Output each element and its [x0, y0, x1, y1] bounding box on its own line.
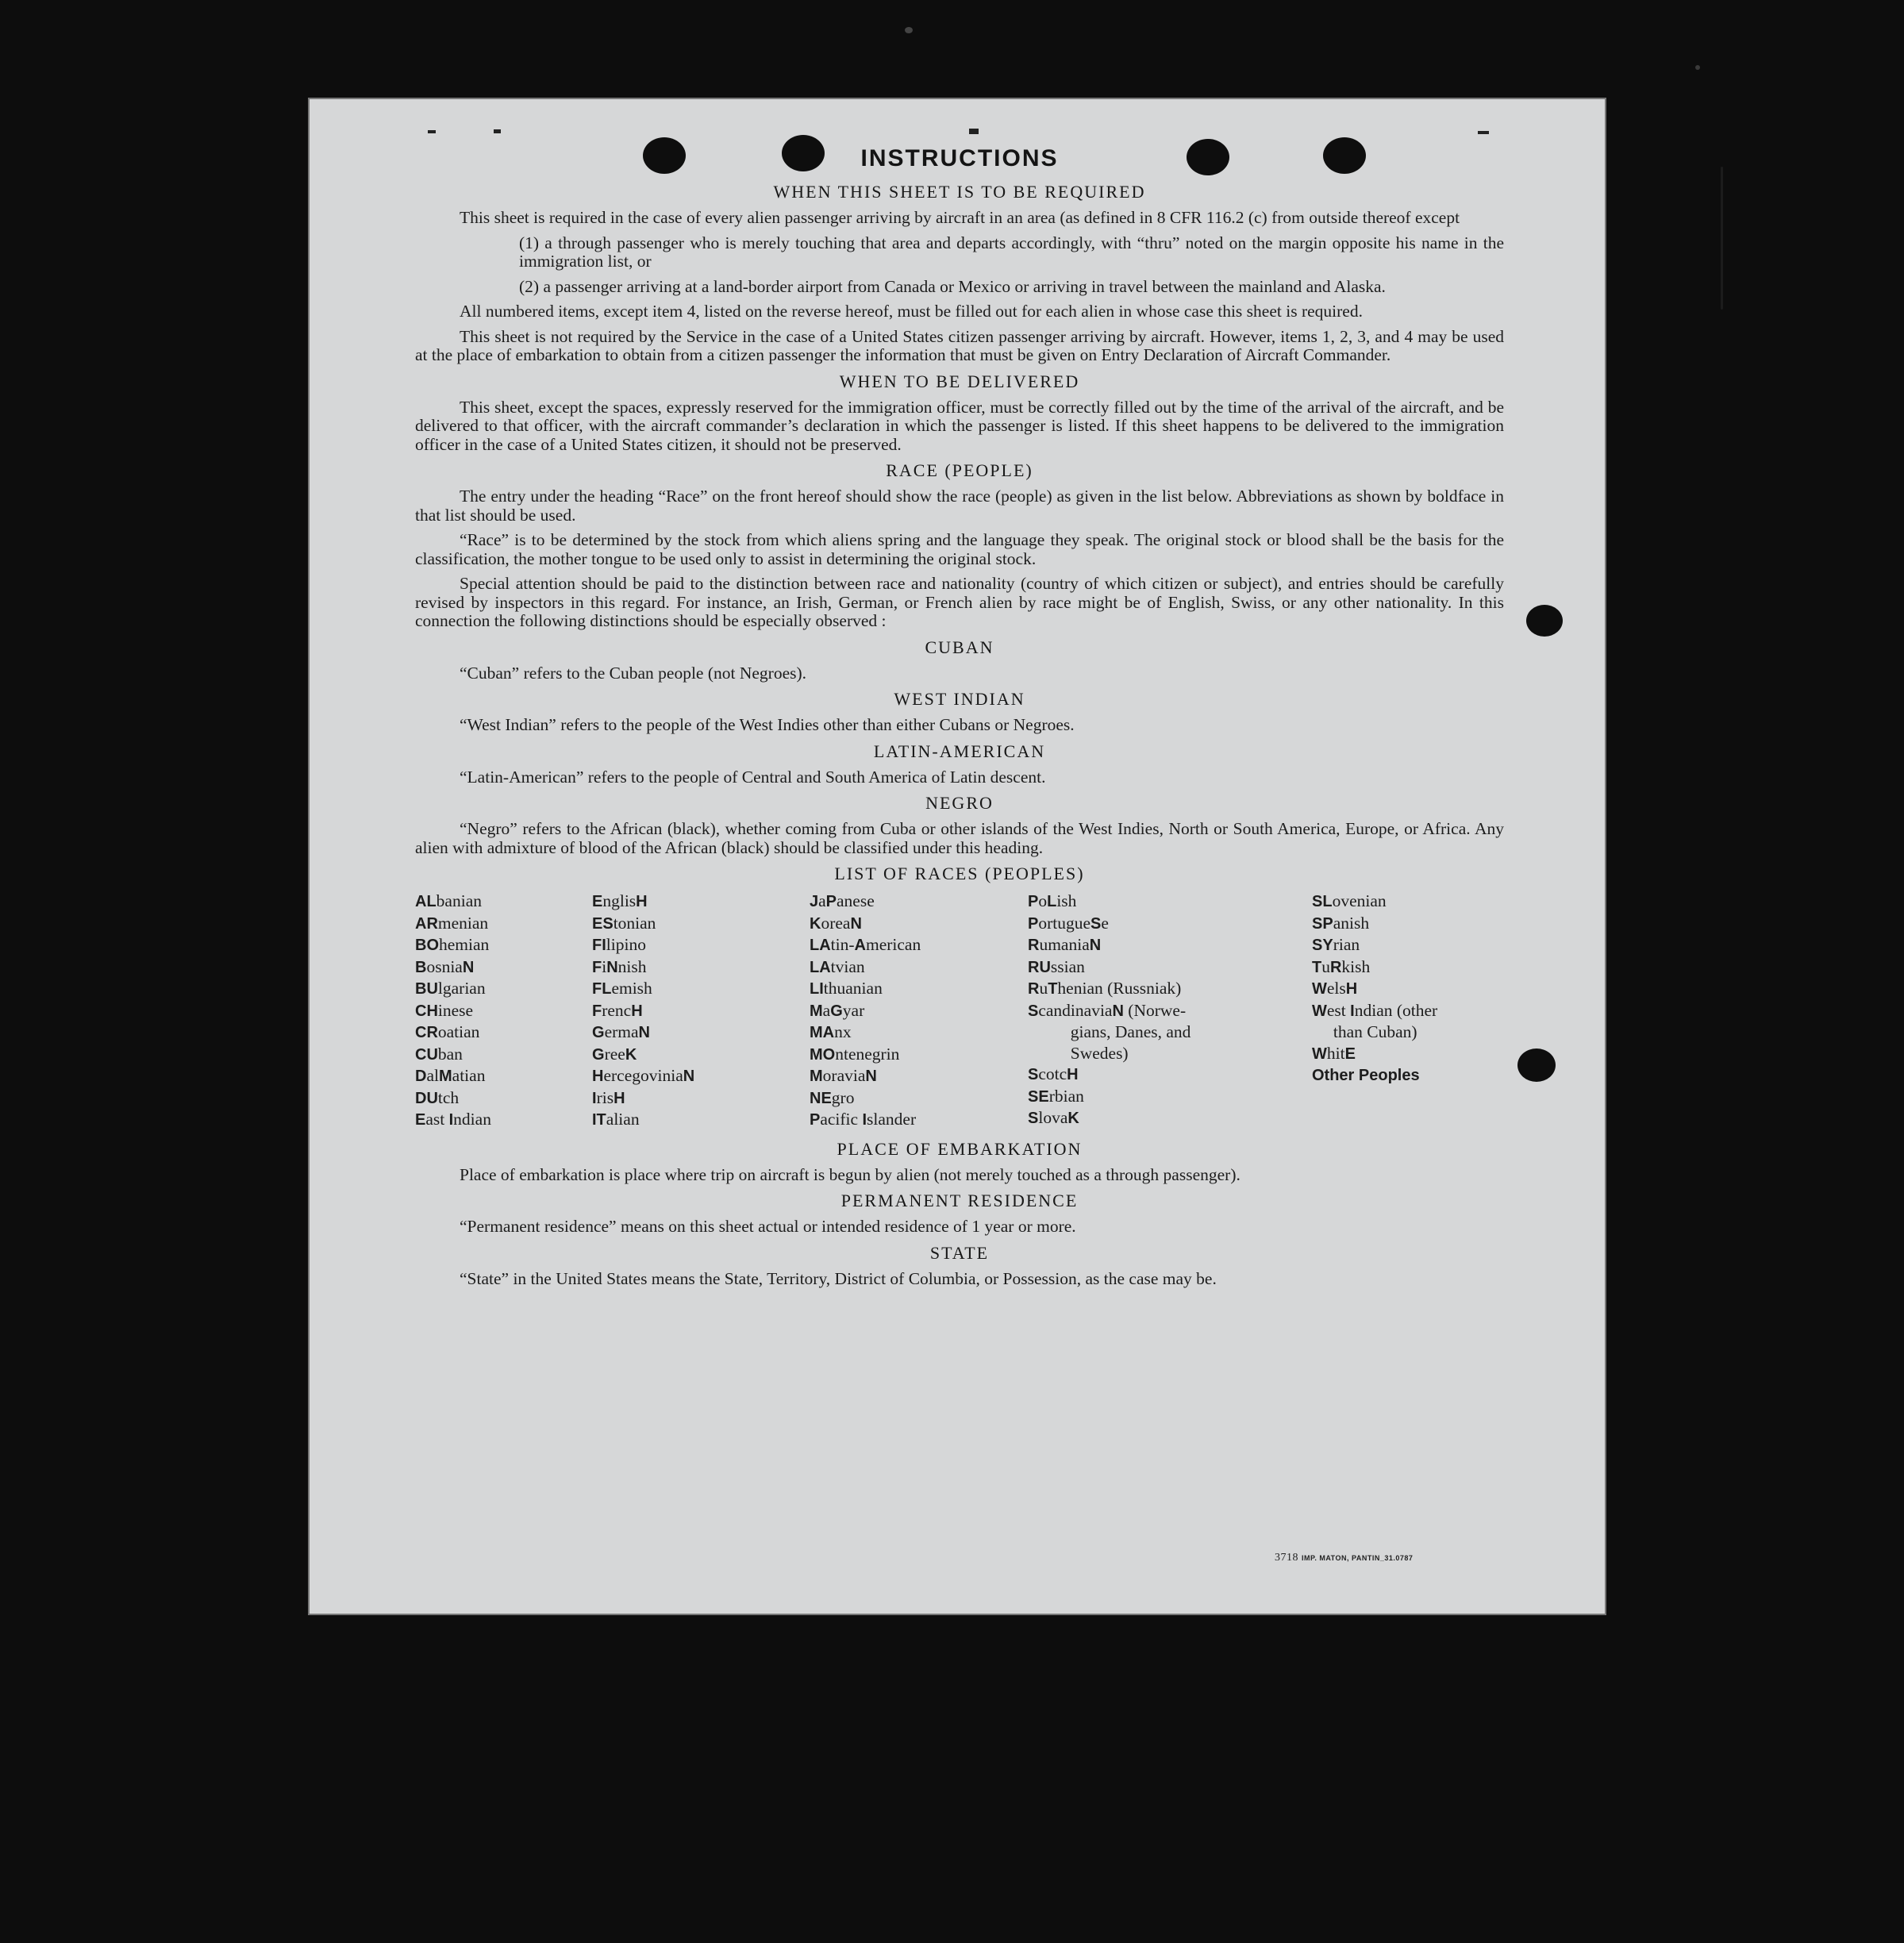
race-column — [415, 891, 592, 1131]
race-text: els — [1326, 979, 1346, 998]
race-text: a — [822, 1000, 831, 1020]
race-text: ast — [425, 1110, 449, 1129]
race-entry — [592, 1044, 810, 1066]
race-entry — [810, 1087, 1028, 1110]
paragraph: This sheet, except the spaces, expressly reserved for the immigration officer, must be correctly filled out by the time of the arrival of the aircraft, and be delivered to that officer, with the aircraft commander’s declaration in which the passenger is listed. If this sheet happens to be delivered to the immigration officer in the case of a United States citizen, it should not be preserved. — [415, 397, 1504, 454]
race-entry — [1312, 1043, 1504, 1065]
race-text: nglis — [602, 891, 637, 910]
race-entry — [1312, 891, 1504, 913]
race-abbrev: P — [825, 893, 837, 910]
race-text: est — [1326, 1000, 1351, 1020]
punch-hole — [1526, 605, 1563, 637]
section-heading: PERMANENT RESIDENCE — [840, 1191, 1079, 1210]
race-text: candinavia — [1038, 1000, 1113, 1020]
race-entry — [1028, 1022, 1312, 1043]
race-text: ortugue — [1038, 913, 1091, 933]
race-entry — [1028, 891, 1312, 913]
race-text: nish — [617, 956, 647, 976]
race-abbrev: T — [1312, 958, 1322, 976]
race-text: tch — [437, 1087, 460, 1107]
section-heading: NEGRO — [925, 793, 994, 813]
race-entry — [810, 1109, 1028, 1131]
race-text: hemian — [439, 935, 490, 954]
race-text: nx — [834, 1022, 852, 1041]
race-abbrev: H — [592, 1068, 604, 1085]
race-text: cotc — [1038, 1064, 1067, 1083]
race-text: ssian — [1050, 956, 1085, 976]
race-entry — [810, 956, 1028, 979]
race-entry — [1028, 1000, 1312, 1022]
race-column — [1312, 891, 1504, 1131]
race-text: merican — [865, 935, 921, 954]
race-entry — [1312, 978, 1504, 1000]
race-abbrev: I — [862, 1111, 867, 1129]
race-abbrev: J — [810, 893, 819, 910]
race-entry — [810, 891, 1028, 913]
race-text: anish — [1333, 913, 1370, 933]
race-abbrev: MA — [810, 1024, 835, 1041]
paragraph: “West Indian” refers to the people of the West Indies other than either Cubans or Negroes. — [460, 715, 1075, 734]
race-abbrev: N — [462, 958, 475, 976]
race-text: atian — [452, 1066, 486, 1085]
race-text: lipino — [606, 935, 646, 954]
race-entry — [592, 978, 810, 1000]
race-entry — [592, 1022, 810, 1044]
race-abbrev: G — [592, 1024, 605, 1041]
race-text: kish — [1341, 956, 1371, 976]
race-text: ovenian — [1332, 891, 1387, 910]
race-entry — [1028, 978, 1312, 1000]
section-heading: WEST INDIAN — [894, 689, 1025, 709]
race-text: u — [1321, 956, 1330, 976]
race-abbrev: D — [415, 1068, 427, 1085]
race-abbrev: B — [415, 958, 427, 976]
form-number: 3718 — [1275, 1552, 1298, 1564]
race-abbrev: I — [592, 1089, 597, 1107]
list-item: (2) a passenger arriving at a land-border airport from Canada or Mexico or arriving in travel between the mainland and Alaska. — [519, 276, 1386, 296]
race-abbrev: AL — [415, 893, 437, 910]
race-column — [1028, 891, 1312, 1131]
race-text: ban — [437, 1044, 463, 1064]
race-entry — [415, 956, 592, 979]
race-entry — [1028, 956, 1312, 979]
race-abbrev: K — [810, 914, 821, 933]
race-abbrev: I — [1350, 1002, 1355, 1020]
race-entry — [415, 1087, 592, 1110]
race-abbrev: M — [438, 1068, 452, 1085]
race-entry — [592, 956, 810, 979]
race-abbrev: H — [1345, 980, 1358, 998]
section-heading: LIST OF RACES (PEOPLES) — [834, 864, 1085, 883]
list-item: (1) a through passenger who is merely touching that area and departs accordingly, with “thru” noted on the margin opposite his name in the immigration list, or — [519, 233, 1504, 271]
race-text: e — [1101, 913, 1109, 933]
race-entry — [810, 934, 1028, 956]
race-abbrev: N — [606, 958, 618, 976]
race-column — [592, 891, 810, 1131]
section-heading: CUBAN — [925, 637, 994, 657]
section-heading: STATE — [929, 1242, 990, 1263]
race-text: u — [1039, 979, 1048, 998]
race-abbrev: SY — [1312, 937, 1333, 954]
race-abbrev: R — [1028, 937, 1040, 954]
race-text: lova — [1038, 1108, 1068, 1127]
race-entry — [1028, 1086, 1312, 1108]
paragraph: Special attention should be paid to the distinction between race and nationality (country of which citizen or subject), and entries should be carefully revised by inspectors in this regard. For instance, an Irish, German, or French alien by race might be of English, Swiss, or any other nationality. In this connection the following distinctions should be especially observed : — [415, 574, 1504, 630]
section-heading: PLACE OF EMBARKATION — [837, 1138, 1083, 1159]
race-text: gro — [831, 1087, 855, 1107]
race-text: tin- — [830, 935, 855, 954]
printer-imprint: IMP. MATON, PANTIN_31.0787 — [1302, 1554, 1414, 1562]
race-text: ntenegrin — [835, 1044, 900, 1064]
section-heading: WHEN THIS SHEET IS TO BE REQUIRED — [773, 182, 1146, 202]
race-text: yar — [842, 1000, 865, 1020]
race-text: o — [1038, 891, 1048, 910]
section-heading: WHEN TO BE DELIVERED — [839, 371, 1080, 391]
race-abbrev: M — [810, 1068, 823, 1085]
race-text: tonian — [613, 913, 656, 933]
race-text: i — [602, 956, 607, 976]
form-footer — [1275, 1552, 1413, 1564]
race-abbrev: S — [1028, 1110, 1039, 1127]
race-abbrev: Other Peoples — [1312, 1067, 1420, 1084]
ink-mark — [428, 130, 436, 133]
race-entry — [810, 1000, 1028, 1022]
race-entry — [810, 1022, 1028, 1044]
race-text: menian — [437, 913, 489, 933]
ink-mark — [1478, 131, 1489, 134]
race-text: acific — [820, 1110, 863, 1129]
race-entry — [415, 1022, 592, 1044]
race-text: lgarian — [437, 979, 486, 998]
race-entry — [592, 1109, 810, 1131]
race-abbrev: RU — [1028, 958, 1051, 976]
paragraph: “Latin-American” refers to the people of Central and South America of Latin descent. — [460, 767, 1046, 787]
race-abbrev: ES — [592, 914, 614, 933]
race-entry — [1028, 934, 1312, 956]
race-abbrev: FL — [592, 980, 612, 998]
race-text: hit — [1326, 1043, 1345, 1063]
paragraph: “State” in the United States means the State, Territory, District of Columbia, or Possession, as the case may be. — [460, 1268, 1217, 1288]
instructions-content — [415, 145, 1504, 1295]
race-abbrev: LA — [810, 937, 831, 954]
race-abbrev: E — [592, 893, 603, 910]
ink-mark — [494, 129, 501, 133]
race-abbrev: P — [1028, 893, 1039, 910]
race-text: thuanian — [823, 979, 883, 998]
race-abbrev: G — [830, 1002, 843, 1020]
race-entry — [592, 891, 810, 913]
race-abbrev: CR — [415, 1024, 438, 1041]
race-abbrev: CH — [415, 1002, 438, 1020]
page-title: INSTRUCTIONS — [860, 145, 1059, 171]
paragraph: The entry under the heading “Race” on the front hereof should show the race (people) as given in the list below. Abbreviations as shown by boldface in that list should be used. — [415, 487, 1504, 525]
race-entry — [415, 1000, 592, 1022]
race-text: gians, Danes, and — [1028, 1022, 1191, 1041]
paragraph: This sheet is not required by the Service in the case of a United States citizen passenger arriving by aircraft. However, items 1, 2, 3, and 4 may be used at the place of embarkation to obtain from a citizen passenger the information that must be given on Entry Declaration of Aircraft Commander. — [415, 326, 1504, 364]
race-abbrev: S — [1028, 1066, 1039, 1083]
race-text: than Cuban) — [1312, 1022, 1417, 1041]
race-abbrev: BU — [415, 980, 438, 998]
ink-mark — [969, 129, 979, 134]
paragraph: Place of embarkation is place where trip on aircraft is begun by alien (not merely touched as a through passenger). — [460, 1164, 1240, 1184]
race-text: umania — [1039, 935, 1090, 954]
race-abbrev: E — [1344, 1045, 1356, 1063]
race-abbrev: H — [1067, 1066, 1079, 1083]
race-entry — [810, 1044, 1028, 1066]
race-abbrev: H — [636, 893, 648, 910]
race-column — [810, 891, 1028, 1131]
race-abbrev: SE — [1028, 1087, 1049, 1106]
race-entry — [415, 891, 592, 913]
race-abbrev: P — [810, 1111, 821, 1129]
punch-hole — [1517, 1048, 1556, 1082]
race-text: a — [818, 891, 826, 910]
paragraph: All numbered items, except item 4, listed on the reverse hereof, must be filled out for each alien in whose case this sheet is required. — [460, 302, 1363, 321]
race-abbrev: R — [1028, 980, 1040, 998]
race-text: osnia — [426, 956, 463, 976]
race-text: slander — [867, 1110, 917, 1129]
race-entry — [415, 978, 592, 1000]
race-text: oatian — [437, 1022, 480, 1041]
race-text: Swedes) — [1028, 1043, 1129, 1063]
race-abbrev: N — [1112, 1002, 1124, 1020]
race-entry — [1312, 1064, 1504, 1087]
race-abbrev: BO — [415, 937, 439, 954]
race-text: anese — [837, 891, 875, 910]
race-abbrev: M — [810, 1002, 823, 1020]
race-abbrev: S — [1090, 914, 1102, 933]
film-speck — [1695, 65, 1700, 70]
race-entry — [810, 1065, 1028, 1087]
race-abbrev: F — [592, 1002, 602, 1020]
race-abbrev: S — [1028, 1002, 1039, 1020]
race-entry — [592, 1087, 810, 1110]
race-text: (Norwe- — [1123, 1000, 1187, 1020]
race-abbrev: NE — [810, 1089, 832, 1107]
race-text: ndian (other — [1354, 1000, 1438, 1020]
race-abbrev: N — [1089, 937, 1102, 954]
race-list — [415, 891, 1504, 1131]
race-text: rian — [1333, 935, 1360, 954]
section-heading: RACE (PEOPLE) — [886, 460, 1033, 480]
race-abbrev: CU — [415, 1045, 438, 1064]
race-abbrev: N — [638, 1024, 650, 1041]
race-entry — [415, 934, 592, 956]
section-heading: LATIN-AMERICAN — [873, 741, 1046, 761]
race-entry — [592, 913, 810, 935]
race-text: inese — [437, 1000, 474, 1020]
race-abbrev: LA — [810, 958, 831, 976]
race-entry — [415, 1065, 592, 1087]
race-abbrev: W — [1312, 1002, 1327, 1020]
race-abbrev: SL — [1312, 893, 1333, 910]
paragraph: “Negro” refers to the African (black), whether coming from Cuba or other islands of the West Indies, North or South America, Europe, or Africa. Any alien with admixture of blood of the African (black) should be classified under this heading. — [415, 819, 1504, 857]
race-abbrev: MO — [810, 1045, 836, 1064]
race-abbrev: A — [854, 937, 866, 954]
race-entry — [1028, 1043, 1312, 1064]
race-text: ris — [596, 1087, 614, 1107]
race-abbrev: F — [592, 958, 602, 976]
race-entry — [1312, 956, 1504, 979]
race-abbrev: IT — [592, 1111, 606, 1129]
race-entry — [1028, 1107, 1312, 1129]
race-text: ish — [1056, 891, 1077, 910]
instruction-sheet — [308, 98, 1606, 1615]
race-abbrev: K — [625, 1045, 637, 1064]
paragraph: “Cuban” refers to the Cuban people (not Negroes). — [460, 663, 807, 683]
race-abbrev: N — [683, 1068, 695, 1085]
paragraph: “Race” is to be determined by the stock from which aliens spring and the language they speak. The original stock or blood shall be the basis for the classification, the mother tongue to be used only to assist in determining the original stock. — [415, 530, 1504, 568]
race-abbrev: P — [1028, 914, 1039, 933]
race-text: emish — [611, 979, 652, 998]
race-abbrev: SP — [1312, 914, 1333, 933]
race-text: tvian — [830, 956, 865, 976]
race-entry — [1312, 913, 1504, 935]
race-text: erma — [604, 1022, 639, 1041]
race-abbrev: H — [614, 1089, 625, 1107]
race-entry — [415, 1109, 592, 1131]
race-entry — [1312, 1022, 1504, 1043]
race-abbrev: DU — [415, 1089, 438, 1107]
race-abbrev: T — [1048, 980, 1058, 998]
race-text: ndian — [453, 1110, 491, 1129]
race-abbrev: I — [448, 1111, 454, 1129]
race-abbrev: AR — [415, 914, 438, 933]
race-text: banian — [436, 891, 482, 910]
film-speck — [905, 27, 913, 33]
race-abbrev: G — [592, 1045, 605, 1064]
paragraph: This sheet is required in the case of every alien passenger arriving by aircraft in an area (as defined in 8 CFR 116.2 (c) from outside thereof except — [460, 208, 1460, 227]
race-entry — [1312, 1000, 1504, 1022]
race-abbrev: N — [850, 914, 862, 933]
race-entry — [415, 913, 592, 935]
race-entry — [592, 934, 810, 956]
film-speck — [1721, 167, 1723, 310]
race-abbrev: W — [1312, 980, 1327, 998]
race-entry — [1028, 913, 1312, 935]
race-entry — [810, 913, 1028, 935]
paragraph: “Permanent residence” means on this sheet actual or intended residence of 1 year or more. — [460, 1217, 1076, 1236]
race-text: alian — [606, 1110, 640, 1129]
race-entry — [592, 1000, 810, 1022]
race-abbrev: E — [415, 1111, 426, 1129]
race-entry — [592, 1065, 810, 1087]
race-abbrev: LI — [810, 980, 824, 998]
race-entry — [1312, 934, 1504, 956]
race-abbrev: K — [1067, 1110, 1079, 1127]
race-text: rbian — [1048, 1086, 1084, 1106]
race-abbrev: N — [865, 1068, 877, 1085]
race-text: ercegovinia — [603, 1066, 683, 1085]
race-abbrev: R — [1329, 958, 1342, 976]
race-text: orea — [821, 913, 851, 933]
race-text: oravia — [822, 1066, 866, 1085]
race-text: henian (Russniak) — [1057, 979, 1182, 998]
race-entry — [1028, 1064, 1312, 1086]
race-text: ree — [604, 1044, 625, 1064]
race-abbrev: L — [1047, 893, 1057, 910]
race-entry — [415, 1044, 592, 1066]
race-abbrev: W — [1312, 1045, 1327, 1063]
race-abbrev: FI — [592, 937, 606, 954]
race-text: renc — [602, 1000, 632, 1020]
race-abbrev: H — [631, 1002, 643, 1020]
race-entry — [810, 978, 1028, 1000]
race-text: al — [426, 1066, 439, 1085]
